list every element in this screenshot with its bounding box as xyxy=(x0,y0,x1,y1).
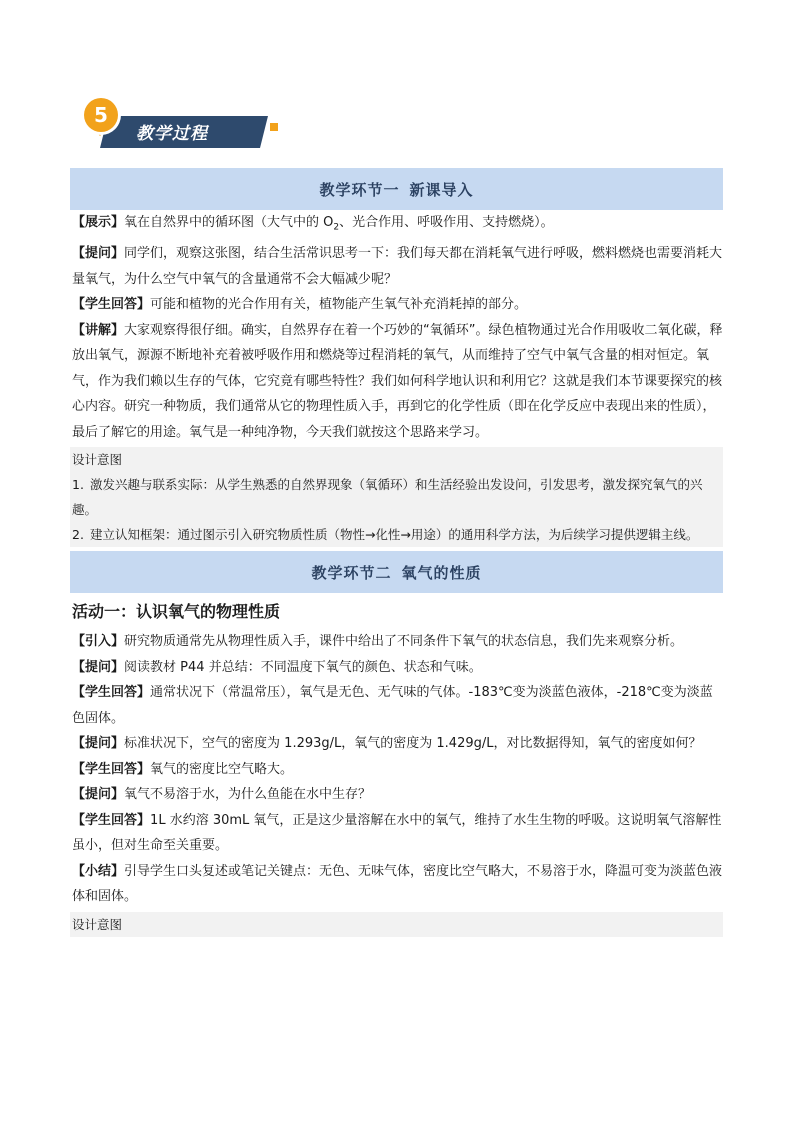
design-intent-box xyxy=(70,447,723,547)
paragraph-text: 阅读教材 P44 并总结：不同温度下氧气的颜色、状态和气味。 xyxy=(124,659,482,675)
paragraph-text: 可能和植物的光合作用有关，植物能产生氧气补充消耗掉的部分。 xyxy=(150,297,528,313)
paragraph-tag: 【 讲解 】 xyxy=(72,323,124,338)
badge-accent-square xyxy=(270,123,278,131)
section-heading-label: 教学环节二 xyxy=(311,563,392,582)
paragraph-explanation xyxy=(70,318,723,446)
paragraph-tag: 【 提问 】 xyxy=(72,787,124,802)
item-number: 1. xyxy=(72,477,84,493)
paragraph-student-answer xyxy=(70,680,723,731)
design-intent-item xyxy=(72,522,723,547)
paragraph-tag: 【 学生回答 】 xyxy=(72,297,150,312)
paragraph-question xyxy=(70,731,723,757)
paragraph-tag: 【 展示 】 xyxy=(72,215,124,230)
paragraph-tag: 【 提问 】 xyxy=(72,736,124,751)
subscript: 2 xyxy=(333,222,340,233)
paragraph-question xyxy=(70,241,723,292)
paragraph-text: 大家观察得很仔细。确实，自然界存在着一个巧妙的“氧循环”。绿色植物通过光合作用吸收二氧化碳，释放出氧气，源源不断地补充着被呼吸作用和燃烧等过程消耗的氧气，从而维持了空气中氧气含量的相对恒定。氧气，作为我们赖以生存的气体，它究竟有哪些特性？我们如何科学地认识和利用它？这就是我们本节课要探究的核心内容。研究一种物质，我们通常从它的物理性质入手，再到它的化学性质（即在化学反应中表现出来的性质），最后了解它的用途。氧气是一种纯净物，今天我们就按这个思路来学习。 xyxy=(72,322,723,440)
section-heading-topic: 新课导入 xyxy=(409,180,474,199)
design-intent-item xyxy=(72,472,723,522)
paragraph-text: 氧在自然界中的循环图（大气中的 O xyxy=(124,215,334,230)
paragraph-tag: 【 学生回答 】 xyxy=(72,762,150,777)
design-intent-box xyxy=(70,912,723,937)
paragraph-intro xyxy=(70,629,723,655)
section-badge xyxy=(84,98,268,148)
paragraph-text: 通常状况下（常温常压），氧气是无色、无气味的气体。-183℃变为淡蓝色液体，-218℃变为淡蓝色固体。 xyxy=(72,685,713,726)
paragraph-student-answer xyxy=(70,757,723,783)
paragraph-student-answer xyxy=(70,292,723,318)
paragraph-text: 研究物质通常先从物理性质入手，课件中给出了不同条件下氧气的状态信息，我们先来观察分析。 xyxy=(124,634,684,650)
paragraph-text: 氧气不易溶于水，为什么鱼能在水中生存？ xyxy=(124,787,372,803)
item-number: 2. xyxy=(72,527,84,543)
activity-title: 活动一：认识氧气的物理性质 xyxy=(72,602,281,622)
item-text: 建立认知框架：通过图示引入研究物质性质（物性→化性→用途）的通用科学方法，为后续学习提供逻辑主线。 xyxy=(89,527,699,543)
paragraph-question xyxy=(70,782,723,808)
paragraph-summary xyxy=(70,859,723,910)
design-intent-title: 设计意图 xyxy=(72,916,123,932)
document-body xyxy=(70,168,723,937)
paragraph-display xyxy=(70,210,723,241)
paragraph-text: 同学们，观察这张图，结合生活常识思考一下：我们每天都在消耗氧气进行呼吸，燃料燃烧也需要消耗大量氧气，为什么空气中氧气的含量通常不会大幅减少呢？ xyxy=(72,246,723,287)
paragraph-tag: 【 提问 】 xyxy=(72,660,124,675)
section-heading-2 xyxy=(70,551,723,593)
section-number: 5 xyxy=(84,98,118,132)
design-intent-title: 设计意图 xyxy=(72,452,123,468)
section-heading-label: 教学环节一 xyxy=(319,180,400,199)
paragraph-tag: 【 学生回答 】 xyxy=(72,685,150,700)
paragraph-tag: 【 学生回答 】 xyxy=(72,813,150,828)
section-title: 教学过程 xyxy=(136,124,208,144)
paragraph-text: 1L 水约溶 30mL 氧气，正是这少量溶解在水中的氧气，维持了水生生物的呼吸。这说明氧气溶解性虽小，但对生命至关重要。 xyxy=(72,812,722,854)
section-heading-1 xyxy=(70,168,723,210)
paragraph-tag: 【 小结 】 xyxy=(72,864,124,879)
paragraph-question xyxy=(70,655,723,681)
paragraph-tag: 【 引入 】 xyxy=(72,634,124,649)
paragraph-text: 引导学生口头复述或笔记关键点：无色、无味气体，密度比空气略大，不易溶于水，降温可变为淡蓝色液体和固体。 xyxy=(72,863,723,905)
item-text: 激发兴趣与联系实际：从学生熟悉的自然界现象（氧循环）和生活经验出发设问，引发思考，激发探究氧气的兴趣。 xyxy=(72,477,703,518)
paragraph-text: 、光合作用、呼吸作用、支持燃烧）。 xyxy=(339,215,554,230)
paragraph-tag: 【 提问 】 xyxy=(72,246,124,261)
paragraph-text: 氧气的密度比空气略大。 xyxy=(150,761,294,777)
paragraph-student-answer xyxy=(70,808,723,859)
paragraph-text: 标准状况下，空气的密度为 1.293g/L，氧气的密度为 1.429g/L，对比数据得知，氧气的密度如何？ xyxy=(124,736,702,752)
section-heading-topic: 氧气的性质 xyxy=(401,563,482,582)
